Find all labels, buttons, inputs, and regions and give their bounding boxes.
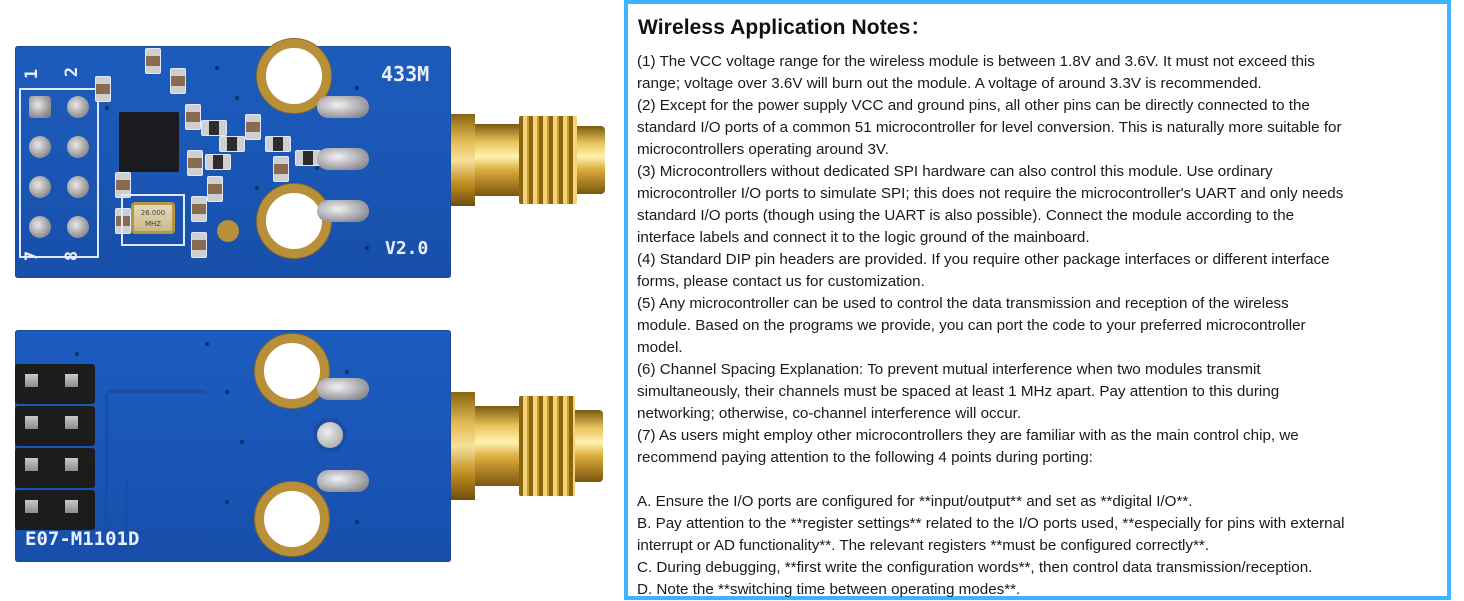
via [75,352,79,356]
smd-component [145,48,161,74]
note-line: (1) The VCC voltage range for the wireless module is between 1.8V and 3.6V. It must not exceed this [637,53,1315,70]
note-line: (6) Channel Spacing Explanation: To prevent mutual interference when two modules transmit [637,361,1261,378]
note-line: interface labels and connect it to the logic ground of the mainboard. [637,229,1090,246]
sma-solder-joint [317,470,369,492]
sma-body [475,124,519,196]
porting-point-line: interrupt or AD functionality**. The relevant registers **must be configured correctly**. [637,537,1210,554]
via [355,520,359,524]
version-label: V2.0 [385,238,429,259]
mounting-hole-top [255,334,329,408]
smd-component [95,76,111,102]
pin-pad-8 [67,216,89,238]
pin-header-block [15,448,95,488]
note-line: microcontroller I/O ports to simulate SPI; this does not require the microcontroller's UART and only needs [637,185,1344,202]
note-line: module. Based on the programs we provide, you can port the code to your preferred microcontroller [637,317,1306,334]
smd-component [245,114,261,140]
model-label: E07-M1101D [25,528,140,550]
sma-solder-joint [317,378,369,400]
via [225,500,229,504]
note-line: (7) As users might employ other microcontrollers they are familiar with as the main control chip, we [637,427,1299,444]
note-line: (5) Any microcontroller can be used to control the data transmission and reception of the wireless [637,295,1289,312]
crystal-unit: MHZ [144,220,162,228]
sma-solder-joint [317,96,369,118]
smd-component [207,176,223,202]
pin-header-block [15,490,95,530]
pin-pad-4 [67,136,89,158]
smd-component [201,120,227,136]
via [255,186,259,190]
sma-flange [451,114,475,206]
pin-pad-1 [29,96,51,118]
smd-component [265,136,291,152]
sma-solder-joint [317,200,369,222]
note-line: standard I/O ports of a common 51 microcontroller for level conversion. This is naturally more suitable for [637,119,1342,136]
sma-tip [575,410,603,482]
pin-label-8: 8 [62,250,83,262]
smd-component [187,150,203,176]
module-top-view-image [15,46,451,278]
smd-component [273,156,289,182]
frequency-label: 433M [381,62,430,86]
note-line: standard I/O ports (though using the UART is also possible). Connect the module according to the [637,207,1295,224]
pin-pad-6 [67,176,89,198]
via [355,86,359,90]
sma-thread [519,396,575,496]
note-line: simultaneously, their channels must be spaced at least 1 MHz apart. Pay attention to this during [637,383,1280,400]
ground-pad [317,422,343,448]
pin-label-7: 7 [22,250,43,262]
note-line: microcontrollers operating around 3V. [637,141,889,158]
note-line: recommend paying attention to the following 4 points during porting: [637,449,1093,466]
sma-flange [451,392,475,500]
sma-tip [577,126,605,194]
via [225,390,229,394]
porting-point-line: C. During debugging, **first write the configuration words**, then control data transmission/reception. [637,559,1313,576]
pin-header-block [15,364,95,404]
gold-pad [217,220,239,242]
pin-label-2: 2 [62,66,83,78]
sma-solder-joint [317,148,369,170]
via [345,370,349,374]
crystal-frequency: 26.000 [140,209,166,217]
note-line: model. [637,339,683,356]
via [235,96,239,100]
notes-title: Wireless Application Notes： [638,16,932,39]
mounting-hole-bottom [257,184,331,258]
via [205,342,209,346]
smd-component [170,68,186,94]
via [105,106,109,110]
crystal-oscillator [131,202,175,234]
pin-pad-2 [67,96,89,118]
via [365,246,369,250]
pcb-trace [125,480,208,533]
sma-body [475,406,519,486]
smd-component [185,104,201,130]
pin-header-block [15,406,95,446]
rf-chip [119,112,179,172]
via [240,440,244,444]
pin-label-1: 1 [22,68,43,80]
paragraph-gap [637,469,1447,491]
porting-point-line: D. Note the **switching time between operating modes**. [637,581,1021,598]
application-notes-panel [624,0,1451,600]
smd-component [219,136,245,152]
via [315,166,319,170]
pin-pad-5 [29,176,51,198]
smd-component [205,154,231,170]
note-line: networking; otherwise, co-channel interference will occur. [637,405,1022,422]
note-line: forms, please contact us for customization. [637,273,925,290]
via [215,66,219,70]
note-line: range; voltage over 3.6V will burn out the module. A voltage of around 3.3V is recommended. [637,75,1262,92]
note-line: (2) Except for the power supply VCC and ground pins, all other pins can be directly connected to the [637,97,1310,114]
note-line: (4) Standard DIP pin headers are provided. If you require other package interfaces or different interface [637,251,1330,268]
pin-pad-3 [29,136,51,158]
sma-thread [519,116,577,204]
porting-point-line: A. Ensure the I/O ports are configured for **input/output** and set as **digital I/O**. [637,493,1193,510]
module-bottom-view-image [15,330,451,562]
note-line: (3) Microcontrollers without dedicated SPI hardware can also control this module. Use ordinary [637,163,1273,180]
pin-pad-7 [29,216,51,238]
smd-component [191,196,207,222]
smd-component [191,232,207,258]
notes-body [637,51,1447,601]
porting-point-line: B. Pay attention to the **register settings** related to the I/O ports used, **especially for pins with external [637,515,1345,532]
mounting-hole-bottom [255,482,329,556]
